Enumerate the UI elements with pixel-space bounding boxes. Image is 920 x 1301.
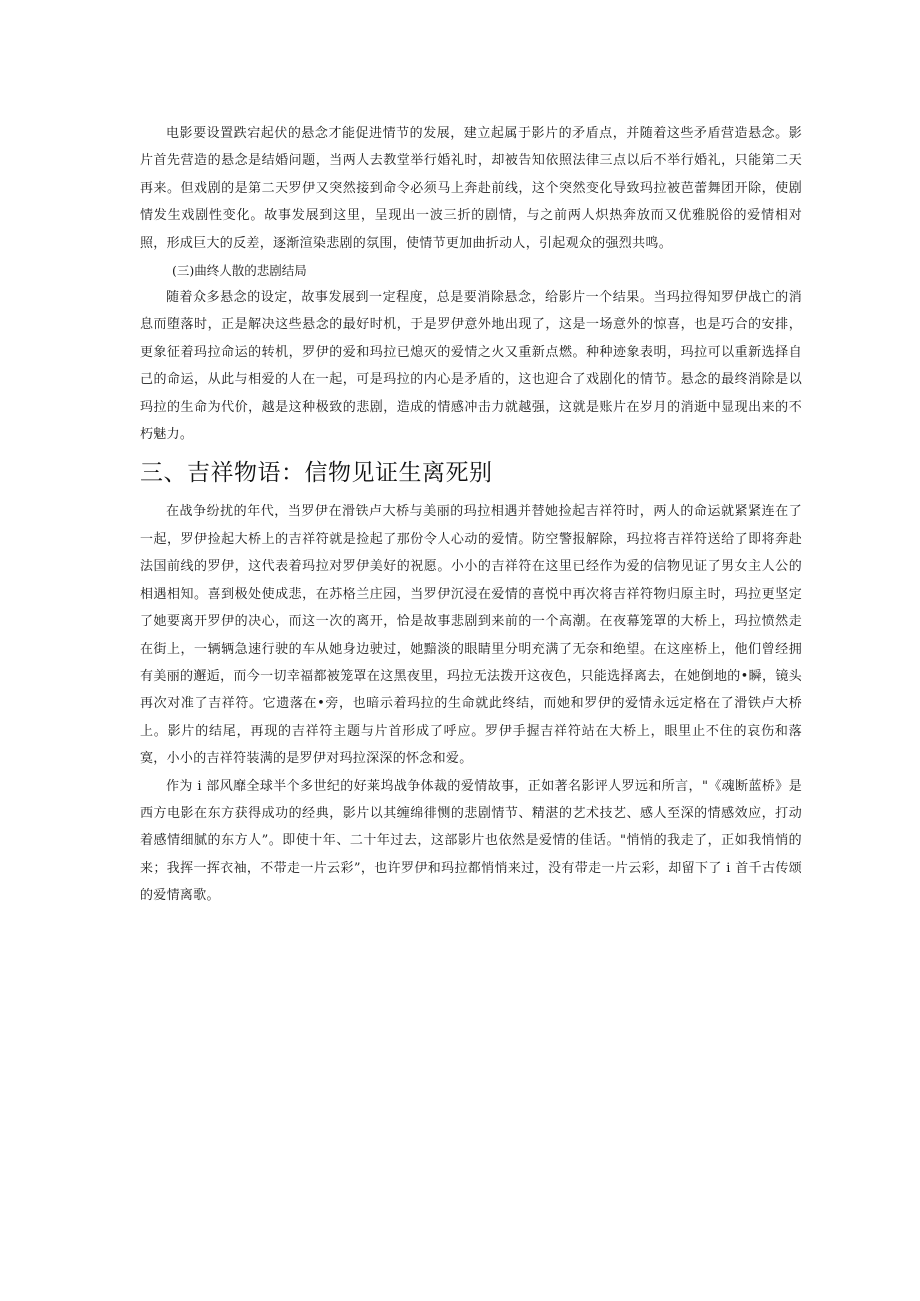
body-paragraph-ending: 随着众多悬念的设定，故事发展到一定程度，总是要消除悬念，给影片一个结果。当玛拉得知罗伊战亡的消息而堕落时，正是解决这些悬念的最好时机，于是罗伊意外地出现了，这是一场意外的惊喜，也是巧合的安排，更象征着玛拉命运的转机，罗伊的爱和玛拉已熄灭的爱情之火又重新点燃。种种迹象表明，玛拉可以重新选择自己的命运，从此与相爱的人在一起，可是玛拉的内心是矛盾的，这也迎合了戏剧化的情节。悬念的最终消除是以玛拉的生命为代价，越是这种极致的悲剧，造成的情感冲击力就越强，这就是账片在岁月的消逝中显现出来的不朽魅力。 xyxy=(140,290,802,443)
document-page xyxy=(140,120,802,910)
body-paragraph-conclusion: 作为 i 部风靡全球半个多世纪的好莱坞战争体裁的爱情故事，正如著名影评人罗远和所言，"《魂断蓝桥》是西方电影在东方获得成功的经典，影片以其缠绵徘恻的悲剧情节、精湛的艺术技艺、感人至深的情感效应，打动着感情细腻的东方人”。即使十年、二十年过去，这部影片也依然是爱情的佳话。"悄悄的我走了，正如我悄悄的来；我挥一挥衣袖，不带走一片云彩”，也许罗伊和玛拉都悄悄来过，没有带走一片云彩，却留下了 i 首千古传颂的爱情离歌。 xyxy=(140,778,802,904)
subsection-heading-tragic-ending: (三)曲终人散的悲剧结局 xyxy=(172,263,307,279)
body-paragraph-mascot: 在战争纷扰的年代，当罗伊在滑铁卢大桥与美丽的玛拉相遇并替她捡起吉祥符时，两人的命运就紧紧连在了一起，罗伊捡起大桥上的吉祥符就是捡起了那份令人心动的爱情。防空警报解除，玛拉将吉祥符送给了即将奔赴法国前线的罗伊，这代表着玛拉对罗伊美好的祝愿。小小的吉祥符在这里已经作为爱的信物见证了男女主人公的相遇相知。喜到极处使成悲，在苏格兰庄园，当罗伊沉浸在爱情的喜悦中再次将吉祥符物归原主时，玛拉更坚定了她要离开罗伊的决心，而这一次的离开，恰是故事悲剧到来前的一个高潮。在夜幕笼罩的大桥上，玛拉愤然走在街上，一辆辆急速行驶的车从她身边驶过，她黯淡的眼睛里分明充满了无奈和绝望。在这座桥上，他们曾经拥有美丽的邂逅，而今一切幸福都被笼罩在这黑夜里，玛拉无法拨开这夜色，只能选择离去，在她倒地的•瞬，镜头再次对准了吉祥符。它遗落在•旁，也暗示着玛拉的生命就此终结，而她和罗伊的爱情永远定格在了滑铁卢大桥上。影片的结尾，再现的吉祥符主题与片首形成了呼应。罗伊手握吉祥符站在大桥上，眼里止不住的哀伤和落寞，小小的吉祥符装满的是罗伊对玛拉深深的怀念和爱。 xyxy=(140,504,802,767)
section-heading-mascot: 三、吉祥物语：信物见证生离死别 xyxy=(140,460,493,487)
body-paragraph-suspense: 电影要设置跌宕起伏的悬念才能促进情节的发展，建立起属于影片的矛盾点，并随着这些矛盾营造悬念。影片首先营造的悬念是结婚问题，当两人去教堂举行婚礼时，却被告知依照法律三点以后不举行婚礼，只能第二天再来。但戏剧的是第二天罗伊又突然接到命令必须马上奔赴前线，这个突然变化导致玛拉被芭蕾舞团开除，使剧情发生戏剧性变化。故事发展到这里，呈现出一波三折的剧情，与之前两人炽热奔放而又优雅脱俗的爱情相对照，形成巨大的反差，逐渐渲染悲剧的氛围，使情节更加曲折动人，引起观众的强烈共鸣。 xyxy=(140,126,802,251)
